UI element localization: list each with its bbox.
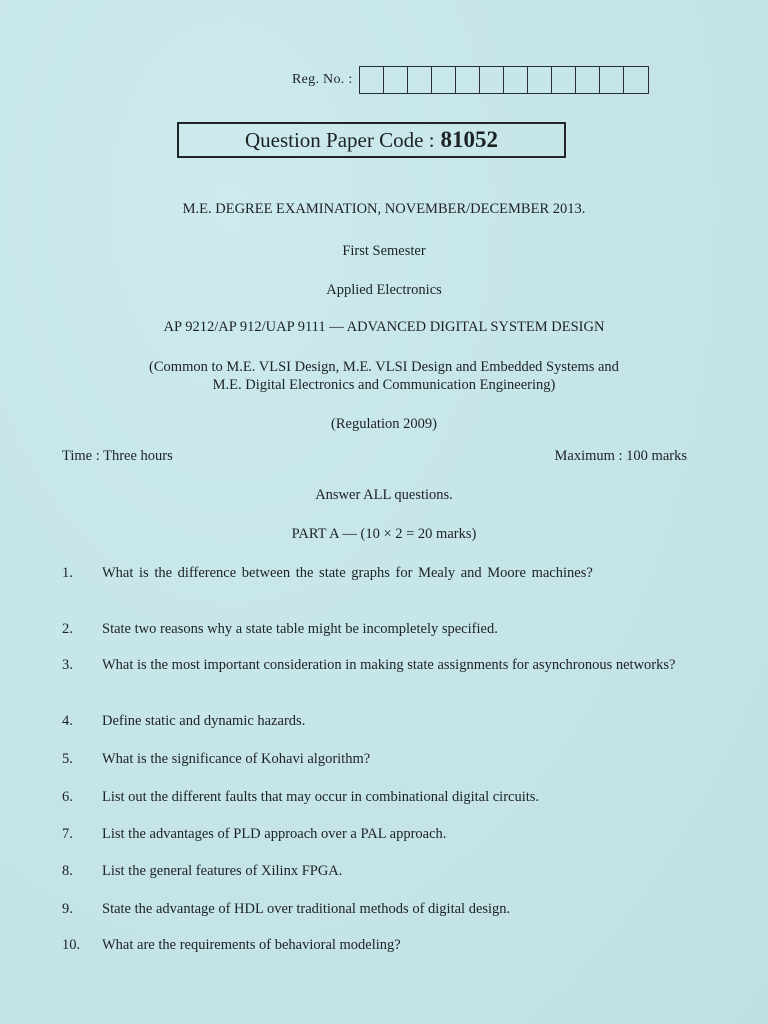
exam-duration: Time : Three hours	[62, 448, 173, 464]
reg-number-digit-box	[408, 67, 432, 93]
question-text: List the general features of Xilinx FPGA.	[102, 863, 343, 879]
question-number: 4.	[62, 713, 73, 729]
reg-number-digit-box	[456, 67, 480, 93]
reg-number-row	[292, 66, 649, 94]
time-marks-row	[62, 448, 687, 465]
reg-number-digit-box	[360, 67, 384, 93]
question-text: List the advantages of PLD approach over a PAL approach.	[102, 826, 447, 842]
branch: Applied Electronics	[326, 282, 442, 298]
reg-number-digit-box	[504, 67, 528, 93]
question-item	[62, 862, 687, 881]
question-text: What is the most important consideration in making state assignments for asynchronous networks?	[102, 657, 676, 673]
reg-number-digit-box	[576, 67, 600, 93]
reg-number-digit-box	[600, 67, 624, 93]
question-item	[62, 656, 687, 675]
question-text: State two reasons why a state table might be incompletely specified.	[102, 621, 498, 637]
reg-number-label: Reg. No. :	[292, 72, 353, 87]
maximum-marks: Maximum : 100 marks	[554, 448, 687, 464]
question-text: State the advantage of HDL over traditional methods of digital design.	[102, 901, 511, 917]
question-paper-code-label: Question Paper Code :	[244, 127, 435, 152]
common-to-line-2: M.E. Digital Electronics and Communication Engineering)	[212, 377, 556, 393]
question-number: 3.	[62, 657, 73, 673]
reg-number-digit-box	[552, 67, 576, 93]
reg-number-digit-box	[480, 67, 504, 93]
question-text: Define static and dynamic hazards.	[102, 713, 306, 729]
question-item	[62, 825, 687, 844]
question-number: 8.	[62, 863, 73, 879]
question-number: 9.	[62, 901, 73, 917]
question-text: What are the requirements of behavioral modeling?	[102, 937, 401, 953]
question-item	[62, 712, 687, 731]
subject-title: AP 9212/AP 912/UAP 9111 — ADVANCED DIGITAL SYSTEM DESIGN	[163, 319, 605, 335]
reg-number-digit-box	[624, 67, 648, 93]
reg-number-digit-box	[528, 67, 552, 93]
question-number: 5.	[62, 751, 73, 767]
question-number: 2.	[62, 621, 73, 637]
question-number: 10.	[62, 937, 81, 953]
question-item	[62, 936, 687, 955]
question-number: 6.	[62, 789, 73, 805]
question-text: What is the difference between the state graphs for Mealy and Moore machines?	[102, 565, 593, 581]
question-text: List out the different faults that may occur in combinational digital circuits.	[102, 789, 540, 805]
question-text: What is the significance of Kohavi algorithm?	[102, 751, 371, 767]
instruction: Answer ALL questions.	[315, 487, 453, 503]
semester: First Semester	[342, 243, 426, 259]
question-item	[62, 750, 687, 769]
common-to-line-1: (Common to M.E. VLSI Design, M.E. VLSI Design and Embedded Systems and	[149, 359, 619, 375]
question-number: 7.	[62, 826, 73, 842]
question-number: 1.	[62, 565, 73, 581]
question-item	[62, 564, 687, 583]
question-paper-code-number: 81052	[440, 127, 499, 152]
reg-number-boxes	[359, 66, 649, 94]
question-paper-code-box	[177, 122, 566, 158]
regulation: (Regulation 2009)	[331, 416, 437, 432]
reg-number-digit-box	[432, 67, 456, 93]
part-a-heading: PART A — (10 × 2 = 20 marks)	[291, 526, 477, 542]
reg-number-digit-box	[384, 67, 408, 93]
question-item	[62, 788, 687, 807]
exam-title: M.E. DEGREE EXAMINATION, NOVEMBER/DECEMBER 2013.	[182, 201, 586, 217]
question-item	[62, 900, 687, 919]
question-item	[62, 620, 687, 639]
